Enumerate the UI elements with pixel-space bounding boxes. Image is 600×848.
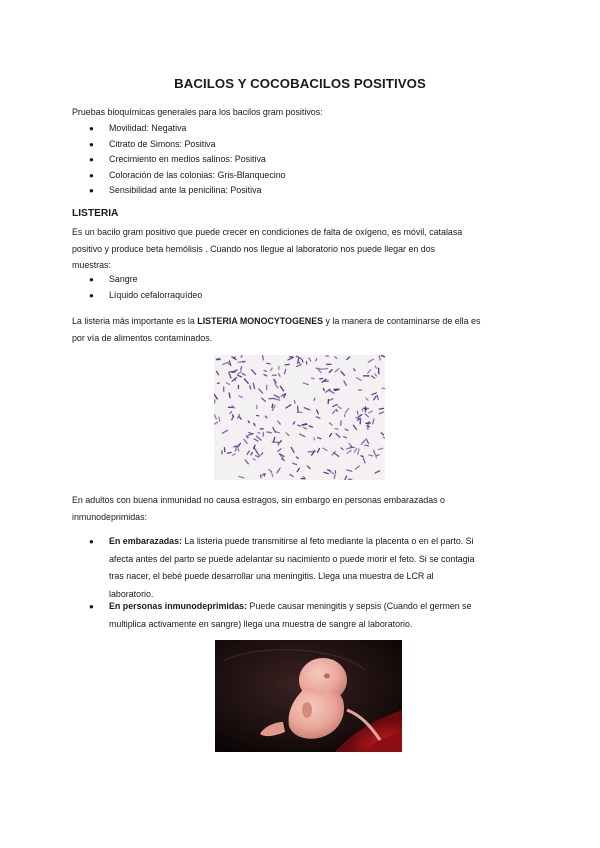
bacillus-rod [217,383,219,384]
bacillus-rod [272,404,273,407]
bullet-icon: ● [89,155,94,164]
bacillus-rod [314,398,315,400]
bullet-icon: ● [89,139,94,149]
bacillus-rod [365,445,368,446]
bacillus-rod [278,442,279,445]
bacillus-rod [264,370,267,371]
bacillus-rod [243,362,245,363]
bacillus-rod [308,451,314,452]
test-item: ● Sensibilidad ante la penicilina: Positiva [89,183,261,199]
listeria-micrograph-image [214,355,385,480]
test-item: ● Crecimiento en medios salinos: Positiva [89,152,266,168]
bacillus-rod [311,378,314,379]
case-item-pregnant: ● En embarazadas: La listeria puede transmitirse al feto mediante la placenta o en el parto. Si afecta antes del parto se puede adelantar su nacimiento o puede morir el feto. Si se contagia tras nacer, el bebé puede desarrollar una meningitis. Llega una muestra de LCR al laboratorio. [89,533,529,603]
bacillus-rod [256,415,258,416]
listeria-description: Es un bacilo gram positivo que puede crecer en condiciones de falta de oxígeno, es móvil, catalasa positivo y produce beta hemólisis . Cuando nos llegue al laboratorio nos puede llegar en dos muestras: [72,227,463,270]
bacillus-rod [369,455,373,456]
bacillus-rod [335,429,338,430]
bacillus-rod [232,454,235,455]
fetus-arm [302,702,312,718]
bacillus-rod [350,447,355,448]
adults-text: En adultos con buena inmunidad no causa estragos, sin embargo en personas embarazadas o inmunodeprimidas: [72,495,445,522]
bacillus-rod [227,452,231,453]
bacillus-rod [379,408,383,409]
bacillus-rod [241,355,242,357]
fetus-eye [324,674,330,679]
bacillus-rod [224,448,225,452]
test-item: ● Coloración de las colonias: Gris-Blanquecino [89,168,286,184]
bacillus-rod [267,432,271,433]
bacillus-rod [238,449,239,451]
bacillus-rod [263,432,264,436]
bacillus-rod [250,386,251,389]
sample-item: ● Líquido cefalorraquídeo [89,288,202,304]
bacillus-rod [276,432,279,433]
bacillus-rod [376,455,379,456]
bacillus-rod [362,409,363,411]
bacillus-rod [322,369,327,370]
listeria-main-text: La listeria más importante es la LISTERIA MONOCYTOGENES y la manera de contaminarse de ella es por vía de alimentos contaminados. [72,316,481,343]
bacillus-rod [234,446,236,447]
test-item: ● Citrato de Simons: Positiva [89,137,216,153]
fetus-image [215,640,402,752]
bacillus-rod [258,432,260,433]
test-item: ● Movilidad: Negativa [89,121,186,137]
intro-text: Pruebas bioquímicas generales para los bacilos gram positivos: [72,107,323,117]
bullet-icon: ● [89,537,94,546]
bacillus-rod [377,396,378,400]
bacillus-rod [316,358,317,360]
bullet-icon: ● [89,124,94,133]
bacillus-rod [267,363,270,364]
bacillus-rod [294,401,295,403]
bullet-icon: ● [89,291,94,300]
sample-item: ● Sangre [89,272,138,288]
bacillus-rod [323,388,324,390]
bacillus-rod [357,411,358,414]
section-heading-listeria: LISTERIA [72,208,119,219]
bacillus-rod [298,406,299,412]
bullet-icon: ● [89,602,94,611]
bacillus-rod [241,367,242,370]
bullet-icon: ● [89,186,94,195]
bacillus-rod [263,355,264,360]
bacillus-rod [361,456,363,457]
page-title: BACILOS Y COCOBACILOS POSITIVOS [174,76,426,91]
bullet-icon: ● [89,170,94,180]
case-item-immunocompromised: ● En personas inmunodeprimidas: Puede causar meningitis y sepsis (Cuando el germen se multiplica activamente en sangre) llega una muestra de sangre al laboratorio. [89,598,529,633]
bacillus-rod [219,417,220,421]
bacillus-rod [302,359,303,362]
bullet-icon: ● [89,275,94,284]
